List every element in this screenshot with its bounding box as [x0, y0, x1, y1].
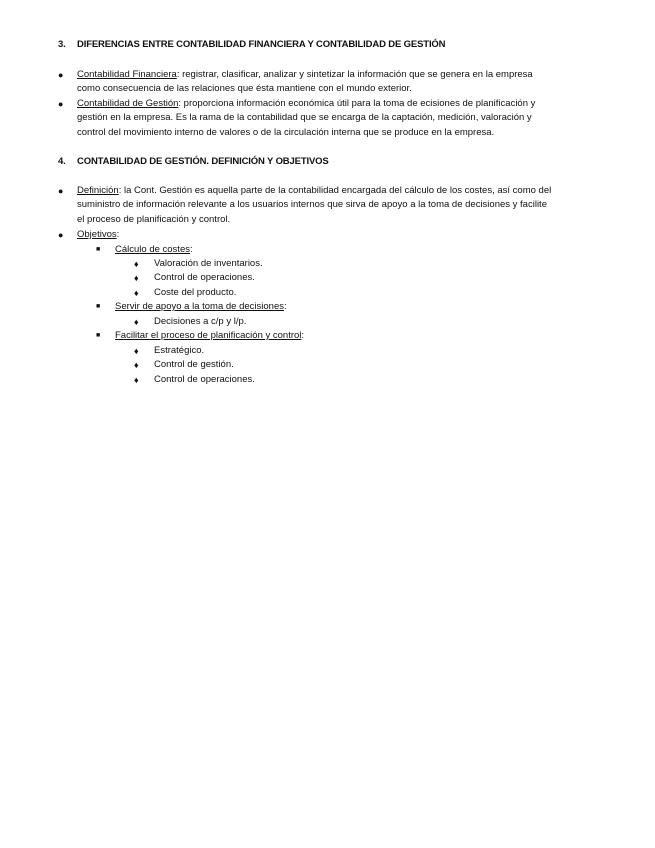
section-3-heading [58, 38, 618, 52]
objective-calculo-costes [96, 243, 576, 257]
sub-item-text: Decisiones a c/p y l/p. [154, 316, 247, 327]
colon: : [189, 244, 193, 255]
description-line: como consecuencia de las relaciones que ésta mantiene con el mundo exterior. [77, 83, 412, 95]
sub-item-text: Control de gestión. [154, 359, 234, 370]
sub-item-text: Estratégico. [154, 345, 205, 356]
description-line: : registrar, clasificar, analizar y sintetizar la información que se genera en la empresa [176, 69, 533, 80]
sub-item [134, 315, 574, 329]
description-line: suministro de información relevante a los usuarios internos que sirva de apoyo a la toma de decisiones y facilite [77, 199, 547, 211]
sub-item-text: Valoración de inventarios. [154, 258, 263, 269]
term: Contabilidad Financiera [77, 69, 177, 80]
list-item-contabilidad-financiera [58, 68, 618, 97]
description-line: : proporciona información económica útil para la toma de ecisiones de planificación y [178, 98, 536, 109]
sub-item [134, 358, 574, 372]
list-item-contabilidad-gestion [58, 97, 618, 140]
diamond-marker: ♦ [134, 288, 139, 298]
bullet-marker: ● [58, 99, 64, 109]
term: Objetivos [77, 229, 117, 240]
objective-label: Cálculo de costes [115, 244, 190, 255]
sub-item [134, 271, 574, 285]
sub-item [134, 344, 574, 358]
description-line: control del movimiento interno de valores o de la circulación interna que se produce en la empresa. [77, 126, 495, 138]
list-item-definicion [58, 184, 618, 227]
term: Definición [77, 185, 119, 196]
section-title: DIFERENCIAS ENTRE CONTABILIDAD FINANCIERA Y CONTABILIDAD DE GESTIÓN [77, 39, 446, 50]
term: Contabilidad de Gestión [77, 98, 179, 109]
diamond-marker: ♦ [134, 375, 139, 385]
diamond-marker: ♦ [134, 346, 139, 356]
sub-item-text: Control de operaciones. [154, 374, 255, 385]
sub-item [134, 257, 574, 271]
objective-toma-decisiones [96, 300, 576, 314]
square-marker: ■ [96, 303, 101, 310]
colon: : [284, 301, 287, 312]
objective-label: Servir de apoyo a la toma de decisiones [115, 301, 284, 312]
section-4-heading [58, 155, 618, 169]
diamond-marker: ♦ [134, 360, 139, 370]
objective-planificacion-control [96, 329, 576, 343]
section-number: 3. [58, 39, 66, 50]
diamond-marker: ♦ [134, 273, 139, 283]
sub-item [134, 373, 574, 387]
section-title: CONTABILIDAD DE GESTIÓN. DEFINICIÓN Y OBJETIVOS [77, 156, 329, 167]
description-line: el proceso de planificación y control. [77, 213, 231, 225]
square-marker: ■ [96, 246, 101, 253]
list-item-objetivos [58, 228, 618, 242]
description-line: : la Cont. Gestión es aquella parte de la contabilidad encargada del cálculo de los costes, así como del [118, 185, 552, 196]
description-line: gestión en la empresa. Es la rama de la contabilidad que se encarga de la captación, medición, valoración y [77, 112, 532, 124]
section-number: 4. [58, 156, 66, 167]
colon: : [301, 330, 305, 341]
bullet-marker: ● [58, 230, 64, 240]
colon: : [116, 229, 120, 240]
bullet-marker: ● [58, 70, 64, 80]
square-marker: ■ [96, 332, 101, 339]
diamond-marker: ♦ [134, 317, 139, 327]
diamond-marker: ♦ [134, 259, 139, 269]
sub-item-text: Coste del producto. [154, 287, 237, 298]
sub-item-text: Control de operaciones. [154, 272, 255, 283]
bullet-marker: ● [58, 186, 64, 196]
sub-item [134, 286, 574, 300]
objective-label: Facilitar el proceso de planificación y control [115, 330, 302, 341]
